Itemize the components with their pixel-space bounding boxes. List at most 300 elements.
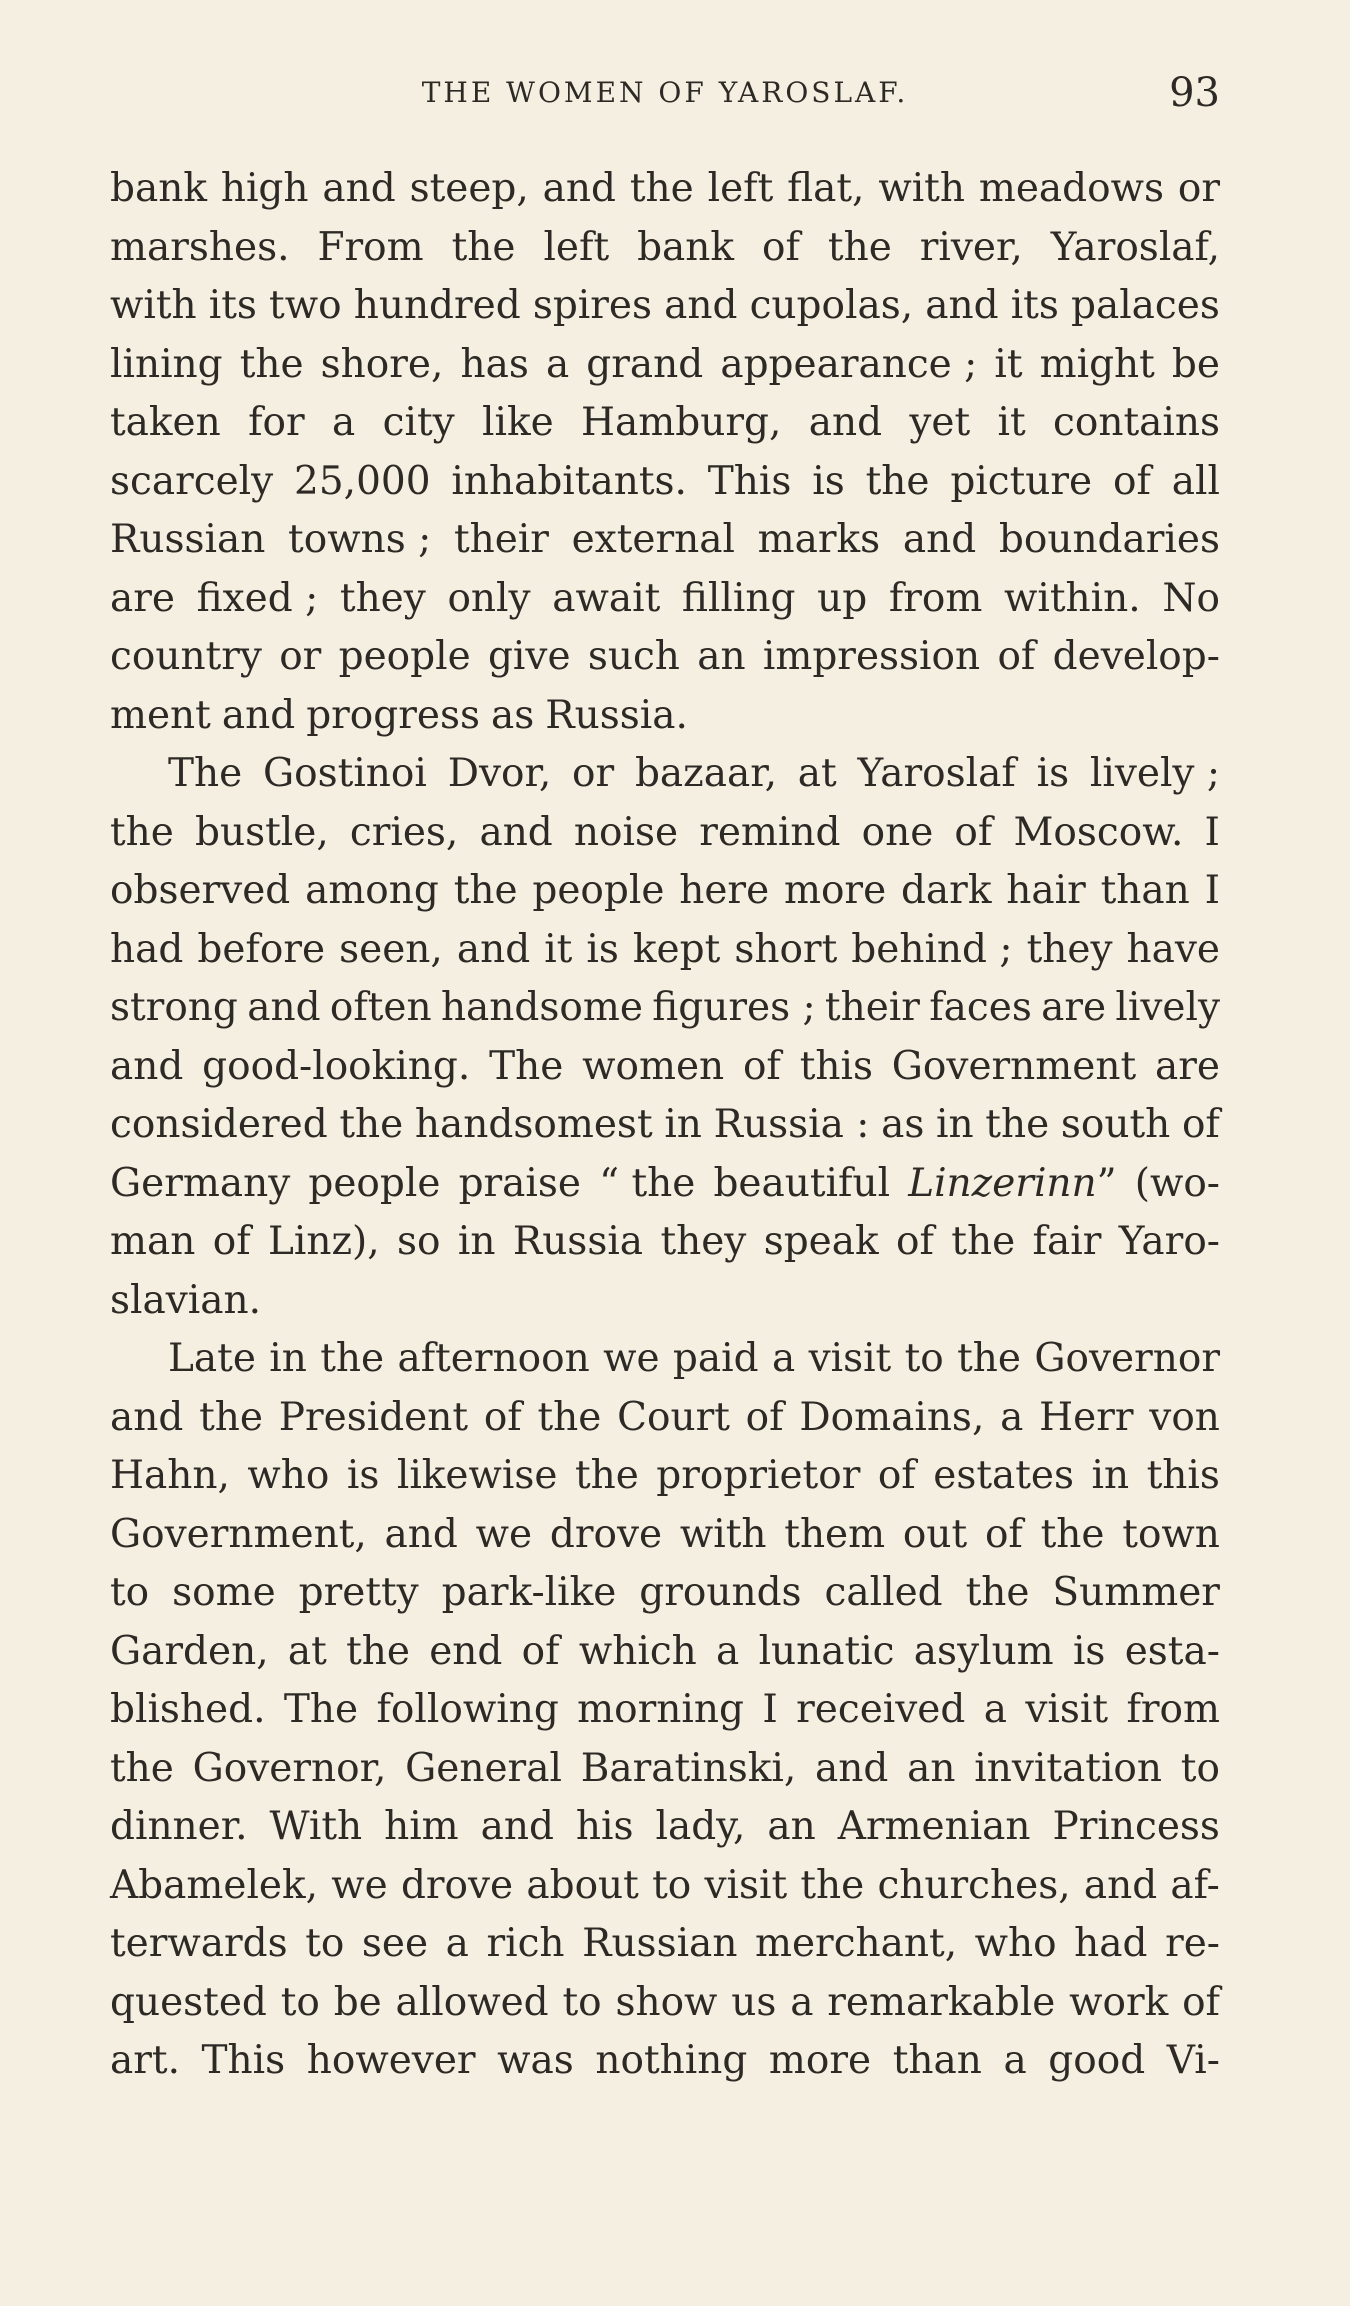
- word: Baratinski,: [580, 1745, 797, 1791]
- word: to: [904, 1336, 944, 1381]
- word: nothing: [595, 2038, 748, 2083]
- word: praise: [458, 1160, 581, 1206]
- word: a: [1000, 1394, 1024, 1440]
- word: bazaar,: [634, 751, 777, 796]
- word: south: [1060, 1102, 1171, 1147]
- word: was: [497, 2038, 574, 2083]
- word: No: [1162, 575, 1220, 621]
- word: the: [451, 224, 516, 270]
- word: had: [110, 926, 184, 972]
- text-line: [110, 1974, 1220, 2033]
- word: paid: [672, 1336, 759, 1381]
- word: good-looking.: [202, 1043, 471, 1089]
- word: it: [997, 400, 1026, 445]
- word: with: [110, 283, 197, 328]
- word: steep,: [409, 166, 529, 211]
- word: at: [287, 1628, 327, 1674]
- word: Princess: [1052, 1804, 1220, 1849]
- word: Abamelek,: [110, 1862, 319, 1908]
- word: them: [784, 1511, 886, 1557]
- text-line: [110, 1857, 1220, 1916]
- word: and: [479, 809, 553, 855]
- word: of: [997, 634, 1036, 679]
- word: and: [221, 692, 296, 738]
- word: progress: [306, 692, 481, 738]
- word: Governor,: [192, 1745, 387, 1791]
- word: observed: [110, 868, 291, 913]
- word: The: [168, 751, 243, 796]
- word: such: [587, 634, 680, 679]
- word: an: [767, 1804, 816, 1849]
- word: here: [679, 868, 770, 913]
- word: grounds: [639, 1570, 802, 1615]
- word: lively: [1115, 985, 1220, 1030]
- word: faces: [929, 985, 1032, 1030]
- word: shore,: [320, 341, 444, 387]
- word: and: [384, 1511, 458, 1557]
- word: Herr: [1039, 1394, 1134, 1440]
- word: lunatic: [758, 1628, 895, 1674]
- word: Moscow.: [1013, 809, 1184, 855]
- word: ment: [110, 692, 211, 738]
- word: Governor: [1034, 1336, 1220, 1381]
- word: and: [902, 517, 977, 562]
- word: Yaroslaf: [857, 751, 1016, 796]
- running-title: THE WOMEN OF YAROSLAF.: [421, 76, 909, 109]
- word: the: [629, 166, 694, 211]
- word: afternoon: [397, 1336, 590, 1381]
- word: him: [384, 1804, 459, 1849]
- word: filling: [681, 575, 796, 621]
- word: Russia: [512, 1219, 644, 1264]
- word: likewise: [396, 1453, 558, 1498]
- word: of: [1182, 1979, 1220, 2025]
- word: with: [878, 166, 965, 211]
- word: and: [542, 166, 616, 211]
- word: dinner.: [110, 1804, 248, 1849]
- word: Linzerinn”: [908, 1160, 1117, 1206]
- word: or: [1177, 166, 1220, 211]
- word: of: [954, 809, 993, 855]
- word: and: [815, 1745, 889, 1791]
- word: we: [475, 1511, 533, 1557]
- word: Government: [891, 1043, 1137, 1089]
- running-header: [110, 70, 1220, 120]
- word: with: [679, 1511, 767, 1557]
- text-line: [110, 979, 1220, 1038]
- word: the: [965, 1570, 1030, 1615]
- word: scarcely: [110, 458, 274, 504]
- word: the: [985, 1102, 1050, 1147]
- word: cupolas,: [749, 283, 914, 328]
- word: the: [574, 1453, 639, 1498]
- word: towns ;: [288, 517, 432, 562]
- word: more: [768, 2038, 872, 2083]
- word: proprietor: [656, 1453, 861, 1498]
- word: within.: [1004, 575, 1141, 621]
- word: the: [865, 458, 930, 504]
- word: of: [742, 1043, 781, 1089]
- text-line: [110, 1506, 1220, 1565]
- word: the: [951, 1219, 1016, 1264]
- text-line: [110, 1564, 1220, 1623]
- word: Germany: [110, 1160, 291, 1206]
- word: a: [545, 341, 570, 387]
- text-line: [110, 628, 1220, 687]
- word: the: [110, 809, 174, 855]
- text-line: [110, 1272, 1220, 1331]
- word: Yaro-: [1118, 1219, 1220, 1264]
- word: Dvor,: [447, 751, 552, 796]
- word: people: [338, 634, 471, 679]
- text-line: [110, 511, 1220, 570]
- word: are: [1041, 985, 1107, 1030]
- text-line: [110, 2032, 1220, 2091]
- word: are: [1154, 1043, 1220, 1089]
- word: of: [762, 224, 800, 270]
- text-line: [110, 1681, 1220, 1740]
- word: people: [532, 868, 665, 913]
- word: rich: [486, 1921, 565, 1966]
- word: their: [824, 985, 920, 1030]
- word: churches,: [877, 1862, 1071, 1908]
- word: in: [269, 1336, 307, 1381]
- word: a: [716, 1628, 740, 1674]
- word: some: [172, 1570, 276, 1615]
- word: the: [537, 1394, 602, 1440]
- word: remind: [699, 809, 841, 855]
- word: town: [1122, 1511, 1220, 1557]
- word: the: [957, 1336, 1021, 1381]
- word: “ the: [599, 1160, 696, 1206]
- word: good: [1048, 2038, 1146, 2083]
- word: the: [339, 1102, 404, 1147]
- word: marks: [757, 517, 881, 562]
- word: Garden,: [110, 1628, 269, 1674]
- text-line: [110, 570, 1220, 629]
- word: left: [707, 166, 774, 211]
- word: estates: [933, 1453, 1075, 1498]
- word: as: [491, 692, 535, 738]
- word: they: [660, 1219, 747, 1264]
- word: end: [429, 1628, 503, 1674]
- word: like: [482, 400, 554, 445]
- word: re-: [1165, 1921, 1220, 1966]
- word: asylum: [913, 1628, 1054, 1674]
- word: in: [1091, 1453, 1130, 1498]
- text-line: [110, 921, 1220, 980]
- word: impression: [762, 634, 981, 679]
- word: Gostinoi: [263, 751, 427, 796]
- word: in: [457, 1219, 496, 1264]
- word: General: [405, 1745, 562, 1791]
- word: esta-: [1124, 1628, 1220, 1674]
- word: picture: [950, 458, 1093, 504]
- text-line: [110, 336, 1220, 395]
- word: so: [397, 1219, 441, 1264]
- word: following: [376, 1687, 559, 1732]
- word: Domains,: [799, 1394, 985, 1440]
- word: to: [110, 1570, 150, 1615]
- word: the: [800, 1862, 865, 1908]
- word: work: [1069, 1979, 1169, 2025]
- word: and: [110, 1394, 184, 1440]
- word: Armenian: [837, 1804, 1031, 1849]
- word: than: [1100, 868, 1190, 913]
- text-line: [110, 1038, 1220, 1097]
- text-line: [110, 745, 1220, 804]
- word: who: [974, 1921, 1057, 1966]
- text-line: [110, 219, 1220, 278]
- word: is: [586, 926, 619, 972]
- word: spires: [532, 283, 653, 328]
- text-line: [110, 1096, 1220, 1155]
- word: only: [447, 575, 531, 621]
- word: however: [306, 2038, 476, 2083]
- word: or: [279, 634, 322, 679]
- word: out: [902, 1511, 968, 1557]
- word: speak: [763, 1219, 879, 1264]
- word: handsomest: [414, 1102, 653, 1147]
- word: and: [925, 283, 999, 328]
- word: all: [1171, 458, 1220, 504]
- word: the: [110, 1745, 174, 1791]
- word: cries,: [349, 809, 459, 855]
- word: high: [220, 166, 309, 211]
- word: visit: [808, 1336, 892, 1381]
- word: drove: [549, 1511, 663, 1557]
- word: boundaries: [998, 517, 1220, 562]
- word: of: [521, 1628, 560, 1674]
- word: terwards: [110, 1921, 288, 1966]
- word: Linz),: [268, 1219, 380, 1264]
- word: visit: [1025, 1687, 1109, 1732]
- word: fixed ;: [196, 575, 319, 621]
- word: President: [278, 1394, 469, 1440]
- word: the: [239, 341, 304, 387]
- word: Yaroslaf,: [1050, 224, 1220, 270]
- word: city: [382, 400, 455, 445]
- word: Russian: [582, 1921, 738, 1966]
- text-line: [110, 160, 1220, 219]
- word: which: [578, 1628, 697, 1674]
- body-text: [110, 160, 1220, 2091]
- word: it: [544, 926, 573, 972]
- word: await: [552, 575, 661, 621]
- word: a: [332, 400, 356, 445]
- word: they: [1026, 926, 1113, 972]
- word: contains: [1053, 400, 1220, 445]
- word: who: [247, 1453, 330, 1498]
- text-line: [110, 1798, 1220, 1857]
- word: called: [824, 1570, 943, 1615]
- word: of: [212, 1219, 251, 1264]
- text-line: [110, 1915, 1220, 1974]
- word: his: [575, 1804, 634, 1849]
- word: I: [762, 1687, 778, 1732]
- word: is: [1072, 1628, 1106, 1674]
- word: left: [543, 224, 610, 270]
- word: about: [526, 1862, 639, 1908]
- word: blished.: [110, 1687, 266, 1732]
- word: its: [208, 283, 257, 328]
- word: one: [861, 809, 934, 855]
- word: 25,000: [294, 458, 431, 504]
- word: drove: [400, 1862, 514, 1908]
- word: of: [1113, 458, 1151, 504]
- word: the: [827, 224, 892, 270]
- word: considered: [110, 1102, 328, 1147]
- word: as: [881, 1102, 925, 1147]
- word: marshes.: [110, 224, 290, 270]
- word: seen,: [339, 926, 443, 972]
- word: man: [110, 1219, 196, 1264]
- word: I: [1204, 868, 1220, 913]
- text-line: [110, 1330, 1220, 1389]
- word: meadows: [978, 166, 1164, 211]
- word: pretty: [298, 1570, 419, 1615]
- word: their: [453, 517, 549, 562]
- word: is: [1036, 751, 1070, 796]
- word: had: [1074, 1921, 1148, 1966]
- word: bank: [637, 224, 735, 270]
- word: the: [453, 868, 518, 913]
- word: strong: [110, 985, 238, 1030]
- word: women: [582, 1043, 725, 1089]
- word: a: [1003, 2038, 1027, 2083]
- word: morning: [577, 1687, 744, 1732]
- word: kept: [632, 926, 721, 972]
- word: see: [361, 1921, 429, 1966]
- word: This: [707, 458, 792, 504]
- word: behind ;: [851, 926, 1013, 972]
- word: the: [346, 1628, 410, 1674]
- word: dark: [900, 868, 992, 913]
- word: short: [734, 926, 838, 972]
- text-line: [110, 1447, 1220, 1506]
- word: taken: [110, 400, 221, 445]
- word: the: [320, 1336, 385, 1381]
- word: is: [812, 458, 845, 504]
- word: they: [339, 575, 426, 621]
- word: of: [877, 1453, 916, 1498]
- word: art.: [110, 2038, 180, 2083]
- text-line: [110, 1623, 1220, 1682]
- word: slavian.: [110, 1277, 262, 1323]
- word: an: [907, 1745, 956, 1791]
- word: have: [1126, 926, 1220, 972]
- word: give: [487, 634, 571, 679]
- word: two: [269, 283, 342, 328]
- word: to: [305, 1921, 345, 1966]
- word: external: [571, 517, 735, 562]
- word: in: [936, 1102, 974, 1147]
- word: figures ;: [652, 985, 816, 1030]
- word: develop-: [1052, 634, 1220, 679]
- word: from: [1126, 1687, 1220, 1732]
- word: it: [994, 341, 1023, 387]
- word: received: [796, 1687, 966, 1732]
- word: lady,: [655, 1804, 746, 1849]
- word: of: [1181, 1102, 1220, 1147]
- word: Russia :: [713, 1102, 870, 1147]
- text-line: [110, 277, 1220, 336]
- word: we: [603, 1336, 660, 1381]
- word: and: [1083, 1862, 1158, 1908]
- word: quested: [110, 1979, 267, 2025]
- word: Russia.: [545, 692, 688, 738]
- word: this: [799, 1043, 873, 1089]
- word: an: [697, 634, 746, 679]
- word: us: [731, 1979, 777, 2025]
- word: bustle,: [195, 809, 329, 855]
- word: a: [771, 1336, 796, 1381]
- word: of: [984, 1511, 1023, 1557]
- text-line: [110, 1740, 1220, 1799]
- word: allowed: [395, 1979, 549, 2025]
- word: This: [201, 2038, 286, 2083]
- word: often: [329, 985, 432, 1030]
- word: hair: [1006, 868, 1086, 913]
- word: appearance ;: [720, 341, 978, 387]
- word: Government,: [110, 1511, 367, 1557]
- word: hundred: [353, 283, 521, 328]
- word: and: [480, 1804, 554, 1849]
- text-line: [110, 862, 1220, 921]
- text-line: [110, 453, 1220, 512]
- word: of: [483, 1394, 522, 1440]
- word: Court: [617, 1394, 730, 1440]
- word: up: [817, 575, 868, 621]
- text-line: [110, 1389, 1220, 1448]
- word: Hahn,: [110, 1453, 230, 1498]
- word: a: [445, 1921, 469, 1966]
- word: has: [460, 341, 529, 387]
- word: river,: [919, 224, 1023, 270]
- word: yet: [909, 400, 971, 445]
- word: at: [797, 751, 837, 796]
- word: and: [808, 400, 883, 445]
- word: and: [456, 926, 531, 972]
- word: its: [1010, 283, 1059, 328]
- word: of: [896, 1219, 934, 1264]
- word: and: [110, 1043, 184, 1089]
- word: Hamburg,: [581, 400, 782, 445]
- word: to: [562, 1979, 602, 2025]
- word: bank: [110, 166, 207, 211]
- word: With: [269, 1804, 363, 1849]
- word: of: [745, 1394, 784, 1440]
- word: inhabitants.: [451, 458, 687, 504]
- word: von: [1149, 1394, 1220, 1440]
- word: we: [331, 1862, 388, 1908]
- word: (wo-: [1134, 1160, 1220, 1206]
- word: Late: [168, 1336, 256, 1381]
- word: Russian: [110, 517, 266, 562]
- word: the: [1040, 1511, 1105, 1557]
- closing-quote: ”: [1096, 1160, 1117, 1206]
- word: show: [615, 1979, 718, 2025]
- text-line: [110, 804, 1220, 863]
- text-line: [110, 687, 1220, 746]
- word: from: [888, 575, 983, 621]
- word: handsome: [440, 985, 643, 1030]
- word: than: [892, 2038, 982, 2083]
- word: invitation: [974, 1745, 1163, 1791]
- word: people: [308, 1160, 441, 1206]
- word: to: [280, 1979, 320, 2025]
- word: might: [1039, 341, 1155, 387]
